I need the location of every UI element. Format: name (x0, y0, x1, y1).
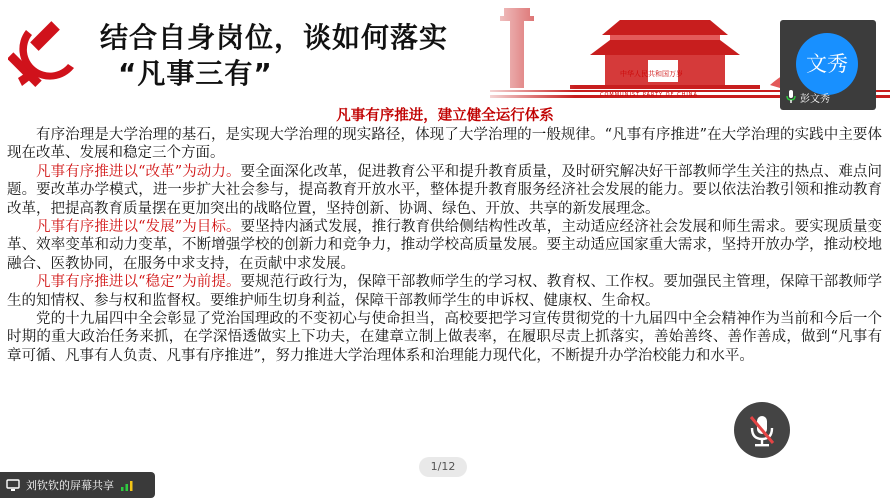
slide-body (7, 126, 882, 365)
signal-strength-icon (120, 478, 134, 492)
reform-text: 要全面深化改革，促进教育公平和提升教育质量，及时研究解决好干部教师学生关注的热点、难点问题。要改革办学模式，进一步扩大社会参与，提高教育开放水平，整体提升教育服务经济社会发展的能力。要以依法治教引领和推动教育改革，把提高教育质量摆在更加突出的战略位置，坚持创新、协调、绿色、开放、共享的新发展理念。 (7, 163, 883, 217)
development-text: 要坚持内涵式发展，推行教育供给侧结构性改革，主动适应经济社会发展和师生需求。要实现质量变革、效率变革和动力变革，不断增强学校的创新力和竞争力，推动学校高质量发展。要主动适应国家重大需求，坚持开放办学，推动校地融合、医教协同，在服务中求支持，在贡献中求发展。 (7, 219, 883, 272)
conclusion-paragraph: 党的十九届四中全会彰显了党治国理政的不变初心与使命担当，高校要把学习宣传贯彻党的十九届四中全会精神作为当前和今后一个时期的重大政治任务来抓，在学深悟透做实上下功夫，在建章立制上做表率，在履职尽责上抓落实，善始善终、善作善成，做到“凡事有章可循、凡事有人负责、凡事有序推进”，努力推进大学治理体系和治理能力现代化，不断提升办学治校能力和水平。 (7, 311, 882, 364)
slide-title-line2: “凡事三有” (118, 57, 273, 90)
avatar: 文秀 (796, 33, 858, 95)
participant-name-row (786, 88, 830, 106)
page-indicator[interactable]: 1/12 (419, 457, 467, 477)
microphone-icon (786, 90, 796, 104)
stability-paragraph (7, 273, 882, 310)
stability-text: 要规范行政行为，保障干部教师学生的学习权、教育权、工作权。要加强民主管理，保障干部教师学生的知情权、参与权和监督权。要维护师生切身利益，保障干部教师学生的申诉权、健康权、生命权。 (7, 274, 883, 309)
reform-paragraph (7, 163, 882, 218)
reform-label: 凡事有序推进以“改革”为动力。 (36, 163, 241, 180)
participant-name: 彭文秀 (800, 93, 830, 105)
mute-toggle-button[interactable] (734, 402, 790, 458)
development-label: 凡事有序推进以“发展”为目标。 (36, 219, 241, 236)
banner-slogan: 中华人民共和国万岁 (620, 70, 683, 78)
section-heading: 凡事有序推进，建立健全运行体系 (336, 108, 554, 124)
slide-title-line1: 结合自身岗位，谈如何落实 (100, 21, 449, 54)
intro-paragraph: 有序治理是大学治理的基石，是实现大学治理的现实路径，体现了大学治理的一般规律。“凡事有序推进”在大学治理的实践中主要体现在改革、发展和稳定三个方面。 (7, 127, 882, 162)
screen-share-label: 刘钦钦的屏幕共享 (26, 479, 114, 492)
stability-label: 凡事有序推进以“稳定”为前提。 (36, 274, 241, 291)
development-paragraph (7, 218, 882, 273)
participant-video-tile[interactable] (780, 20, 876, 110)
banner-english-caption: COMMUNIST PARTY OF CHINA (600, 92, 698, 98)
slide-header (0, 0, 890, 98)
screen-share-indicator[interactable] (0, 472, 155, 498)
microphone-muted-icon (734, 402, 790, 458)
screen-share-icon (6, 478, 20, 492)
party-emblem-icon (8, 16, 88, 88)
